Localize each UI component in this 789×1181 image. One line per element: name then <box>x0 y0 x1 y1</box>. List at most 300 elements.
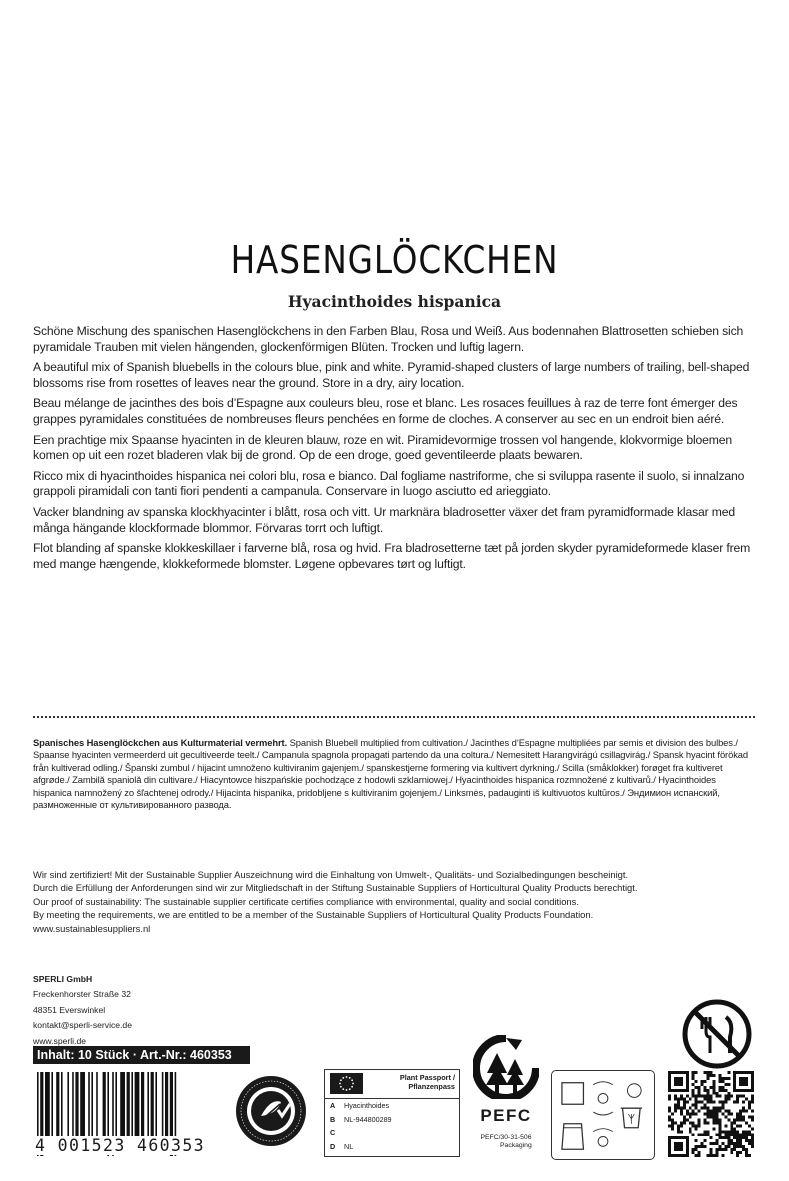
qr-module <box>668 1074 671 1077</box>
not-for-consumption-icon <box>680 997 754 1071</box>
qr-module <box>730 1124 733 1127</box>
qr-module <box>677 1124 680 1127</box>
qr-module <box>721 1104 724 1107</box>
packaging-label: Packaging <box>500 1142 532 1149</box>
qr-module <box>695 1124 698 1127</box>
company-website: www.sperli.de <box>33 1035 87 1046</box>
qr-module <box>739 1139 742 1142</box>
qr-module <box>686 1139 689 1142</box>
qr-module <box>710 1151 713 1154</box>
qr-module <box>698 1151 701 1154</box>
qr-module <box>683 1115 686 1118</box>
qr-module <box>718 1148 721 1151</box>
qr-module <box>724 1130 727 1133</box>
qr-module <box>680 1077 683 1080</box>
qr-module <box>739 1145 742 1148</box>
qr-module <box>668 1142 671 1145</box>
qr-module <box>677 1145 680 1148</box>
qr-module <box>724 1124 727 1127</box>
barcode-bar <box>162 1072 164 1136</box>
barcode-bar <box>127 1072 130 1136</box>
qr-module <box>695 1080 698 1083</box>
qr-module <box>742 1148 745 1151</box>
qr-module <box>692 1083 695 1086</box>
passport-key: D <box>330 1141 336 1151</box>
qr-module <box>718 1095 721 1098</box>
qr-module <box>686 1101 689 1104</box>
qr-module <box>751 1101 754 1104</box>
qr-module <box>721 1107 724 1110</box>
pefc-license-code: PEFC/30-31-506 <box>480 1134 532 1141</box>
qr-module <box>674 1077 677 1080</box>
qr-module <box>739 1080 742 1083</box>
flag-star <box>346 1076 348 1078</box>
qr-module <box>712 1074 715 1077</box>
qr-module <box>710 1136 713 1139</box>
qr-module <box>680 1071 683 1074</box>
qr-module <box>683 1118 686 1121</box>
qr-module <box>745 1130 748 1133</box>
qr-module <box>680 1107 683 1110</box>
qr-module <box>674 1095 677 1098</box>
qr-module <box>751 1145 754 1148</box>
qr-module <box>698 1145 701 1148</box>
qr-module <box>712 1121 715 1124</box>
qr-module <box>674 1142 677 1145</box>
cert-line: Wir sind zertifiziert! Mit der Sustainable Supplier Auszeichnung wird die Einhaltung von Umwelt-, Qualitäts- und Sozialbedingungen bescheinigt. <box>33 869 629 880</box>
content-article-number: Inhalt: 10 Stück · Art.-Nr.: 460353 <box>33 1046 250 1064</box>
qr-module <box>710 1101 713 1104</box>
qr-module <box>736 1071 739 1074</box>
flag-star <box>349 1088 351 1090</box>
qr-module <box>692 1092 695 1095</box>
qr-module <box>692 1113 695 1116</box>
qr-module <box>736 1142 739 1145</box>
certification-statement <box>33 868 757 935</box>
pefc-tree-icon <box>473 1035 539 1099</box>
qr-module <box>715 1110 718 1113</box>
qr-module <box>739 1115 742 1118</box>
qr-module <box>707 1101 710 1104</box>
qr-module <box>751 1095 754 1098</box>
qr-module <box>704 1139 707 1142</box>
qr-module <box>712 1127 715 1130</box>
qr-module <box>733 1121 736 1124</box>
qr-module <box>668 1080 671 1083</box>
qr-module <box>721 1148 724 1151</box>
qr-module <box>748 1089 751 1092</box>
qr-module <box>707 1121 710 1124</box>
barcode-number: 4 001523 460353 <box>33 1136 225 1155</box>
barcode-bar <box>115 1072 117 1136</box>
qr-module <box>680 1154 683 1157</box>
qr-module <box>751 1083 754 1086</box>
qr-module <box>712 1101 715 1104</box>
qr-module <box>742 1077 745 1080</box>
qr-module <box>704 1095 707 1098</box>
qr-module <box>698 1133 701 1136</box>
qr-module <box>674 1148 677 1151</box>
barcode-bar <box>151 1072 154 1136</box>
qr-module <box>736 1145 739 1148</box>
qr-module <box>704 1130 707 1133</box>
qr-module <box>715 1107 718 1110</box>
qr-module <box>701 1101 704 1104</box>
qr-module <box>710 1110 713 1113</box>
qr-module <box>710 1142 713 1145</box>
qr-module <box>689 1115 692 1118</box>
qr-module <box>724 1115 727 1118</box>
qr-module <box>686 1071 689 1074</box>
passport-row-c <box>325 1126 459 1140</box>
qr-module <box>751 1089 754 1092</box>
qr-module <box>674 1071 677 1074</box>
passport-value: NL-944800289 <box>344 1114 392 1124</box>
qr-module <box>736 1113 739 1116</box>
cert-website: www.sustainablesuppliers.nl <box>33 922 151 934</box>
qr-module <box>677 1136 680 1139</box>
company-street: Freckenhorster Straße 32 <box>33 989 131 1000</box>
qr-module <box>674 1080 677 1083</box>
qr-module <box>715 1154 718 1157</box>
qr-module <box>677 1101 680 1104</box>
qr-module <box>712 1118 715 1121</box>
description-da: Flot blanding af spanske klokkeskillaer i farverne blå, rosa og hvid. Fra bladrosetterne tæt på jorden skyder pyramideformede klaser frem med mange hængende, klokkeformede blomster. Løgene opbevares tørt og luftigt. <box>33 541 751 571</box>
qr-module <box>710 1154 713 1157</box>
qr-module <box>730 1127 733 1130</box>
barcode-bar <box>165 1072 168 1136</box>
qr-module <box>751 1110 754 1113</box>
qr-module <box>680 1124 683 1127</box>
barcode-bar <box>75 1072 78 1136</box>
qr-module <box>748 1133 751 1136</box>
plant-passport-title: Plant Passport / <box>399 1073 455 1082</box>
ean-barcode <box>33 1070 253 1170</box>
qr-module <box>680 1121 683 1124</box>
qr-module <box>704 1121 707 1124</box>
flag-star <box>342 1077 344 1079</box>
qr-module <box>689 1098 692 1101</box>
qr-module <box>710 1095 713 1098</box>
qr-module <box>680 1145 683 1148</box>
qr-module <box>742 1095 745 1098</box>
qr-module <box>745 1148 748 1151</box>
qr-module <box>748 1139 751 1142</box>
recycling-icon <box>551 1070 655 1160</box>
qr-module <box>733 1089 736 1092</box>
qr-module <box>724 1095 727 1098</box>
qr-module <box>677 1104 680 1107</box>
qr-module <box>727 1113 730 1116</box>
qr-module <box>668 1110 671 1113</box>
qr-module <box>718 1086 721 1089</box>
qr-module <box>736 1139 739 1142</box>
qr-module <box>715 1113 718 1116</box>
qr-module <box>721 1077 724 1080</box>
qr-module <box>745 1133 748 1136</box>
qr-module <box>736 1124 739 1127</box>
qr-module <box>742 1080 745 1083</box>
qr-module <box>736 1098 739 1101</box>
qr-module <box>668 1139 671 1142</box>
qr-module <box>724 1133 727 1136</box>
qr-module <box>707 1095 710 1098</box>
dotted-divider <box>33 716 755 718</box>
qr-module <box>751 1142 754 1145</box>
qr-module <box>677 1130 680 1133</box>
qr-module <box>680 1142 683 1145</box>
qr-module <box>742 1071 745 1074</box>
qr-module <box>707 1130 710 1133</box>
qr-module <box>721 1154 724 1157</box>
qr-module <box>674 1145 677 1148</box>
qr-module <box>674 1136 677 1139</box>
qr-module <box>692 1124 695 1127</box>
qr-module <box>668 1095 671 1098</box>
qr-module <box>739 1110 742 1113</box>
qr-module <box>739 1151 742 1154</box>
qr-module <box>707 1077 710 1080</box>
qr-module <box>712 1107 715 1110</box>
barcode-bar <box>80 1072 85 1136</box>
barcode-bar <box>141 1072 144 1136</box>
qr-module <box>724 1101 727 1104</box>
qr-module <box>742 1136 745 1139</box>
qr-module <box>745 1098 748 1101</box>
qr-module <box>724 1089 727 1092</box>
qr-module <box>680 1110 683 1113</box>
qr-module <box>718 1130 721 1133</box>
qr-module <box>715 1121 718 1124</box>
qr-module <box>695 1104 698 1107</box>
qr-module <box>698 1154 701 1157</box>
pefc-wordmark: PEFC <box>480 1106 532 1125</box>
qr-module <box>736 1089 739 1092</box>
qr-module <box>748 1124 751 1127</box>
qr-module <box>668 1098 671 1101</box>
qr-module <box>715 1095 718 1098</box>
qr-module <box>683 1101 686 1104</box>
qr-module <box>680 1089 683 1092</box>
qr-module <box>751 1115 754 1118</box>
qr-module <box>718 1127 721 1130</box>
qr-module <box>727 1110 730 1113</box>
qr-module <box>683 1104 686 1107</box>
qr-module <box>739 1083 742 1086</box>
qr-module <box>751 1098 754 1101</box>
qr-module <box>680 1098 683 1101</box>
qr-module <box>724 1145 727 1148</box>
qr-module <box>718 1136 721 1139</box>
qr-module <box>671 1127 674 1130</box>
qr-module <box>692 1110 695 1113</box>
qr-module <box>733 1083 736 1086</box>
qr-module <box>695 1113 698 1116</box>
qr-module <box>701 1145 704 1148</box>
passport-value: Hyacinthoides <box>344 1101 390 1110</box>
qr-module <box>745 1136 748 1139</box>
qr-module <box>712 1089 715 1092</box>
qr-module <box>748 1107 751 1110</box>
qr-module <box>707 1113 710 1116</box>
qr-module <box>701 1133 704 1136</box>
flag-star <box>351 1086 353 1088</box>
barcode-bar <box>103 1072 106 1136</box>
qr-module <box>674 1110 677 1113</box>
qr-module <box>712 1092 715 1095</box>
qr-module <box>751 1080 754 1083</box>
qr-module <box>674 1107 677 1110</box>
origin-statement <box>33 737 757 811</box>
qr-module <box>733 1080 736 1083</box>
qr-module <box>671 1113 674 1116</box>
qr-module <box>671 1089 674 1092</box>
qr-module <box>721 1089 724 1092</box>
passport-key: A <box>330 1101 336 1110</box>
qr-module <box>686 1154 689 1157</box>
barcode-bar <box>96 1072 98 1136</box>
qr-module <box>710 1074 713 1077</box>
qr-module <box>715 1139 718 1142</box>
qr-module <box>698 1101 701 1104</box>
qr-module <box>742 1101 745 1104</box>
qr-module <box>727 1092 730 1095</box>
qr-module <box>692 1151 695 1154</box>
barcode-bar <box>135 1072 140 1136</box>
description-fr: Beau mélange de jacinthes des bois d’Espagne aux couleurs bleu, rose et blanc. Les rosaces feuillues à raz de terre font émerger des grappes pyramidales constituées de nombreuses fleurs penchées en forme de cloches. A conserver au sec en un endroit bien aéré. <box>33 396 738 426</box>
qr-module <box>733 1142 736 1145</box>
qr-module <box>707 1107 710 1110</box>
sustainable-supplier-badge-icon <box>234 1074 308 1148</box>
qr-module <box>751 1086 754 1089</box>
qr-module <box>739 1118 742 1121</box>
qr-module <box>715 1148 718 1151</box>
qr-module <box>710 1071 713 1074</box>
barcode-bar <box>72 1072 74 1136</box>
qr-module <box>736 1154 739 1157</box>
qr-module <box>668 1071 671 1074</box>
qr-module <box>751 1077 754 1080</box>
qr-module <box>721 1130 724 1133</box>
qr-module <box>739 1089 742 1092</box>
passport-row-d <box>325 1140 459 1154</box>
qr-module <box>727 1095 730 1098</box>
qr-module <box>724 1083 727 1086</box>
qr-module <box>733 1118 736 1121</box>
qr-module <box>671 1124 674 1127</box>
qr-module <box>698 1110 701 1113</box>
qr-module <box>748 1142 751 1145</box>
qr-module <box>718 1133 721 1136</box>
qr-module <box>748 1115 751 1118</box>
qr-module <box>707 1071 710 1074</box>
qr-module <box>671 1071 674 1074</box>
qr-module <box>739 1142 742 1145</box>
qr-module <box>745 1089 748 1092</box>
qr-module <box>748 1104 751 1107</box>
pefc-logo <box>470 1035 542 1141</box>
qr-module <box>739 1071 742 1074</box>
qr-module <box>683 1107 686 1110</box>
qr-module <box>680 1080 683 1083</box>
qr-module <box>727 1130 730 1133</box>
passport-key: C <box>330 1128 336 1137</box>
qr-module <box>730 1148 733 1151</box>
qr-module <box>712 1086 715 1089</box>
qr-module <box>718 1080 721 1083</box>
passport-value: NL <box>344 1141 354 1151</box>
qr-module <box>680 1148 683 1151</box>
qr-module <box>695 1095 698 1098</box>
qr-module <box>695 1148 698 1151</box>
qr-module <box>710 1086 713 1089</box>
qr-module <box>715 1151 718 1154</box>
product-latin-name: Hyacinthoides hispanica <box>287 292 502 311</box>
qr-module <box>748 1071 751 1074</box>
qr-module <box>680 1130 683 1133</box>
description-block <box>33 324 755 577</box>
qr-module <box>704 1098 707 1101</box>
qr-code <box>668 1071 754 1157</box>
qr-module <box>704 1113 707 1116</box>
qr-module <box>739 1124 742 1127</box>
qr-module <box>742 1130 745 1133</box>
qr-module <box>704 1145 707 1148</box>
qr-module <box>742 1145 745 1148</box>
qr-module <box>736 1130 739 1133</box>
qr-module <box>692 1104 695 1107</box>
qr-module <box>677 1077 680 1080</box>
qr-module <box>692 1095 695 1098</box>
qr-module <box>704 1080 707 1083</box>
qr-module <box>718 1124 721 1127</box>
qr-module <box>730 1121 733 1124</box>
qr-module <box>718 1089 721 1092</box>
qr-module <box>698 1121 701 1124</box>
qr-module <box>724 1136 727 1139</box>
qr-module <box>668 1077 671 1080</box>
qr-module <box>707 1110 710 1113</box>
qr-module <box>707 1115 710 1118</box>
qr-module <box>712 1110 715 1113</box>
qr-module <box>707 1089 710 1092</box>
qr-module <box>704 1107 707 1110</box>
qr-module <box>727 1145 730 1148</box>
qr-module <box>683 1089 686 1092</box>
qr-module <box>698 1092 701 1095</box>
qr-module <box>701 1080 704 1083</box>
eu-flag-icon <box>330 1073 363 1094</box>
company-email: kontakt@sperli-service.de <box>33 1020 132 1031</box>
description-nl: Een prachtige mix Spaanse hyacinten in de kleuren blauw, roze en wit. Piramidevormige trossen vol hangende, klokvormige bloemen komen op uit een rozet bladeren vlak bij de grond. Op de een droge, goed geventileerde plaats bewaren. <box>33 432 733 463</box>
qr-module <box>751 1127 754 1130</box>
qr-module <box>671 1154 674 1157</box>
barcode-bar <box>56 1072 59 1136</box>
qr-module <box>698 1095 701 1098</box>
qr-module <box>692 1148 695 1151</box>
qr-module <box>692 1121 695 1124</box>
qr-module <box>715 1133 718 1136</box>
qr-module <box>736 1118 739 1121</box>
description-it: Ricco mix di hyacinthoides hispanica nei colori blu, rosa e bianco. Dal fogliame nastriforme, che si sviluppa rasente il suolo, si innalzano grappoli piramidali con tanti fiori pendenti a campanula. Conservare in luogo asciutto ed arieggiato. <box>33 468 745 499</box>
qr-module <box>683 1071 686 1074</box>
qr-module <box>692 1074 695 1077</box>
barcode-bar <box>61 1072 63 1136</box>
qr-module <box>745 1154 748 1157</box>
qr-module <box>686 1089 689 1092</box>
qr-module <box>730 1113 733 1116</box>
qr-module <box>680 1083 683 1086</box>
